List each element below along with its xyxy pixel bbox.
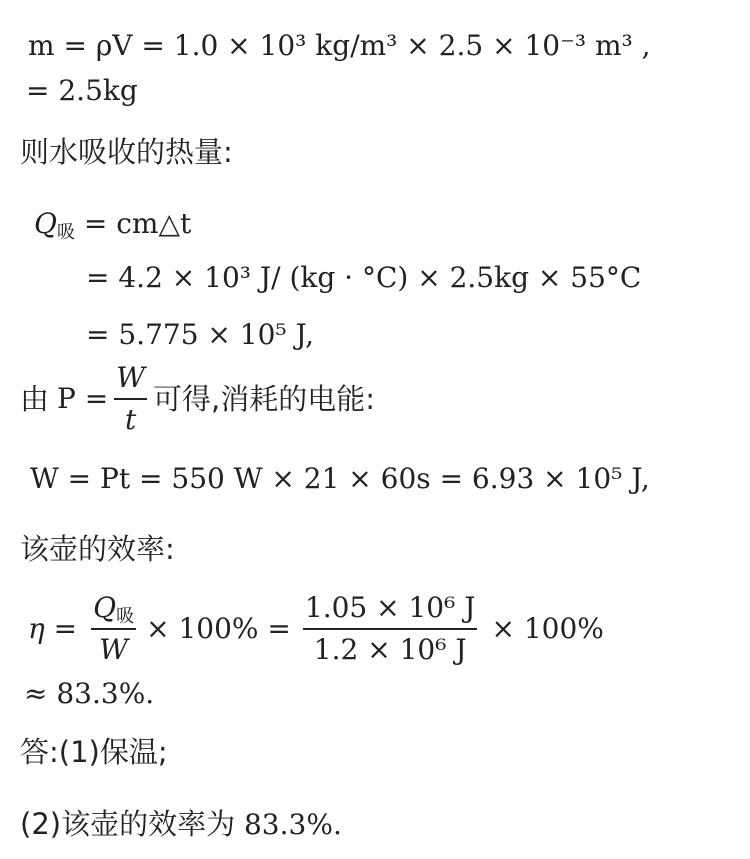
- power-fraction: [114, 362, 147, 435]
- energy-equation: [30, 462, 650, 495]
- fraction-bar: [114, 398, 147, 400]
- efficiency-intro: [20, 532, 175, 566]
- fraction-bar: [91, 628, 136, 630]
- energy-equation-text: W = Pt = 550 W × 21 × 60s = 6.93 × 10⁵ J,: [30, 462, 650, 495]
- mass-result: [26, 74, 138, 107]
- power-denominator: t: [124, 402, 137, 436]
- efficiency-fraction-1: [91, 592, 136, 665]
- answer-2-prefix: (2)该壶的效率为: [20, 807, 236, 841]
- heat-step-2: [86, 318, 315, 351]
- efficiency-intro-text: 该壶的效率:: [20, 532, 175, 566]
- heat-symbol: Q: [93, 591, 117, 625]
- efficiency-middle: × 100% =: [146, 612, 291, 645]
- heat-symbol-subscript: 吸: [56, 222, 75, 243]
- answer-1: [20, 735, 168, 769]
- efficiency-lhs: η =: [28, 612, 78, 645]
- answer-1-text: 答:(1)保温;: [20, 735, 168, 769]
- efficiency-tail: × 100%: [491, 612, 604, 645]
- efficiency-equation: [28, 584, 604, 674]
- mass-result-text: = 2.5kg: [26, 74, 138, 107]
- power-formula-line: [20, 362, 375, 436]
- heat-symbol: Q: [34, 207, 57, 240]
- heat-step-2-text: = 5.775 × 10⁵ J,: [86, 318, 315, 351]
- answer-2-value: 83.3%.: [235, 808, 342, 841]
- heat-step-1: [86, 261, 642, 294]
- mass-equation: [28, 29, 651, 62]
- heat-intro-text: 则水吸收的热量:: [20, 135, 233, 169]
- heat-step-1-text: = 4.2 × 10³ J/ (kg · °C) × 2.5kg × 55°C: [86, 261, 642, 294]
- power-prefix: 由: [20, 381, 50, 416]
- efficiency-fraction-1-numerator: [91, 591, 136, 628]
- efficiency-fraction-1-denominator: W: [99, 632, 129, 666]
- heat-symbol-subscript: 吸: [116, 606, 135, 628]
- power-numerator: W: [116, 361, 145, 395]
- efficiency-result-text: ≈ 83.3%.: [24, 677, 155, 710]
- power-lhs: P =: [57, 382, 109, 415]
- efficiency-fraction-2-denominator: 1.2 × 10⁶ J: [313, 632, 467, 666]
- efficiency-result: [24, 677, 155, 710]
- answer-2: [20, 807, 342, 841]
- heat-intro: [20, 135, 233, 169]
- efficiency-fraction-2-numerator: 1.05 × 10⁶ J: [304, 591, 476, 625]
- mass-equation-text: m = ρV = 1.0 × 10³ kg/m³ × 2.5 × 10⁻³ m³ ,: [28, 29, 651, 62]
- heat-equation: [34, 207, 192, 243]
- fraction-bar: [303, 628, 478, 630]
- efficiency-fraction-2: [303, 592, 478, 665]
- heat-equation-rhs: = cm△t: [74, 207, 192, 240]
- power-suffix: 可得,消耗的电能:: [153, 381, 375, 416]
